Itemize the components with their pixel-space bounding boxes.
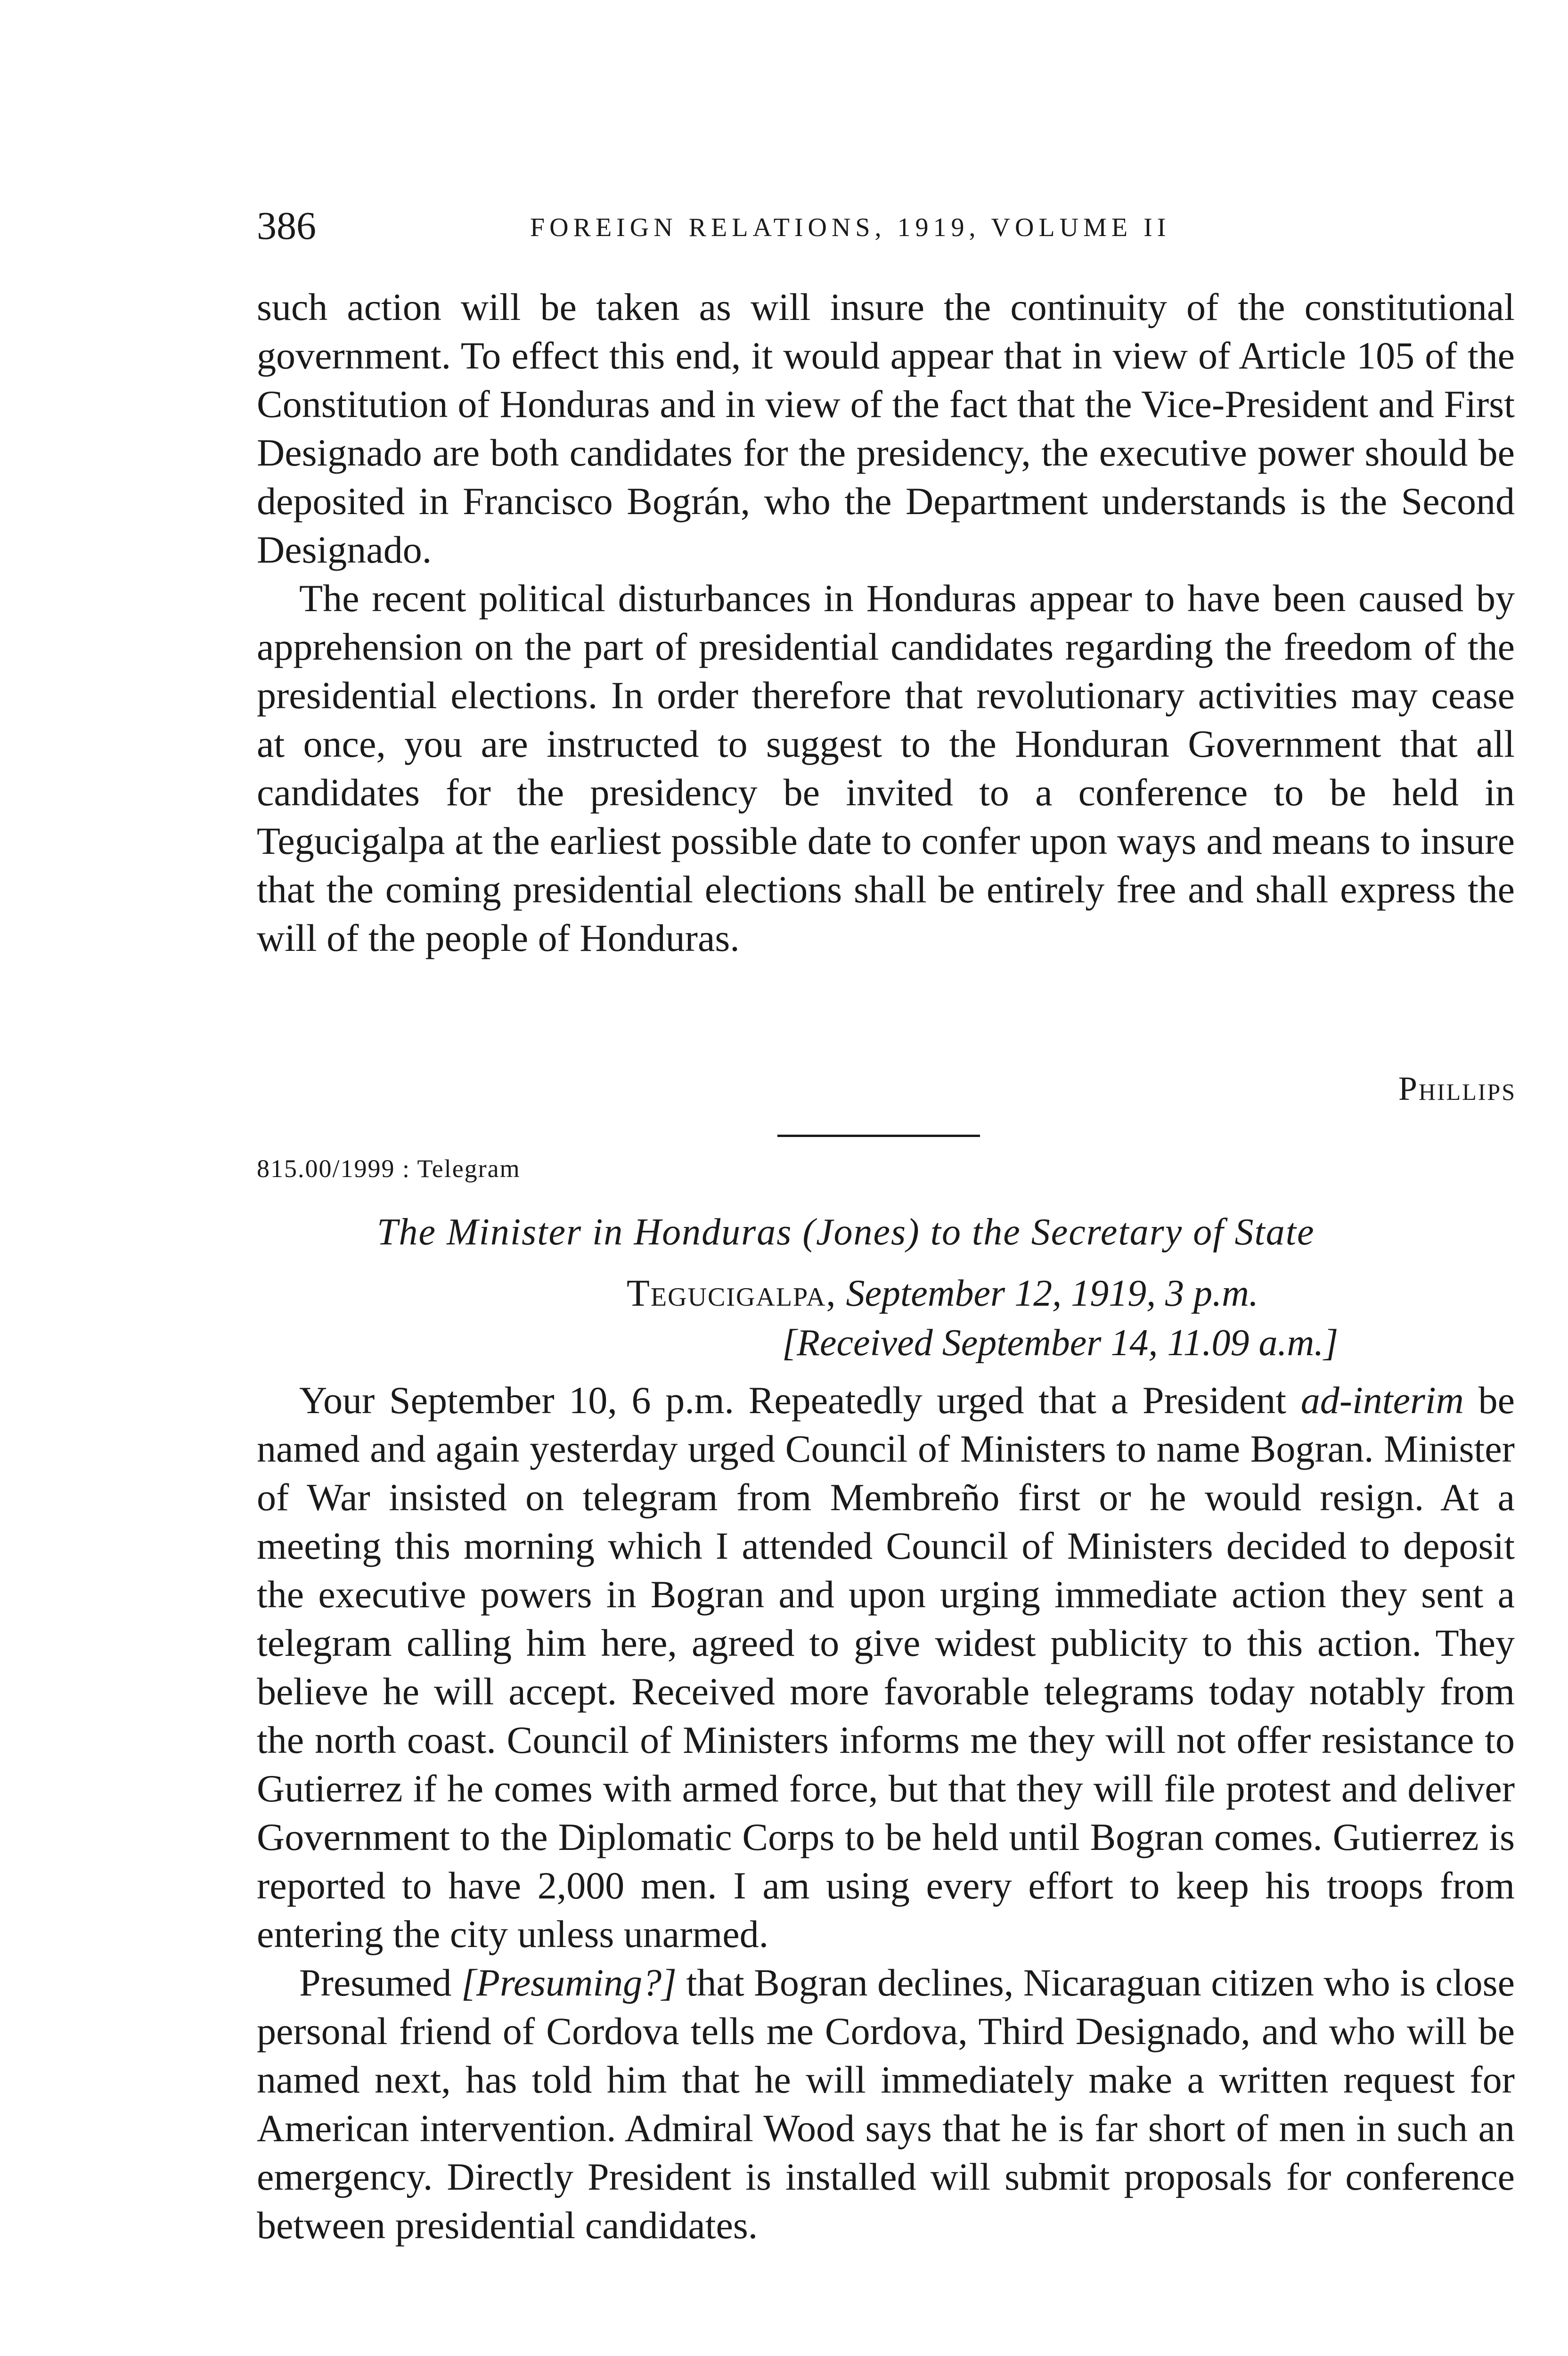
intervention-italic-term: [Presuming?] (461, 1961, 677, 2004)
paragraph-continuation: such action will be taken as will insure the continuity of the constitutional government. To effect this end, it would appear that in view of Article 105 of the Constitution of Honduras and in view of the fact that the Vice-President and First Designado are both candidates for the presidency, the executive power should be deposited in Francisco Bográn, who the Department understands is the Second Designado. (257, 286, 1515, 571)
signature-phillips: Phillips (1398, 1070, 1516, 1107)
report-text-start: Your September 10, 6 p.m. Repeatedly urged that a President (299, 1379, 1301, 1422)
dateline-date: September 12, 1919, 3 p.m. (846, 1273, 1258, 1314)
page-number: 386 (257, 204, 316, 248)
report-italic-term: ad-interim (1300, 1379, 1464, 1422)
telegram-body (257, 1376, 1515, 2250)
top-section (257, 283, 1515, 962)
file-reference: 815.00/1999 : Telegram (257, 1154, 521, 1183)
paragraph-disturbances: The recent political disturbances in Honduras appear to have been caused by apprehension on the part of presidential candidates regarding the freedom of the presidential elections. In order therefore that revolutionary activities may cease at once, you are instructed to suggest to the Honduran Government that all candidates for the presidency be invited to a conference to be held in Tegucigalpa at the earliest possible date to confer upon ways and means to insure that the coming presidential elections shall be entirely free and shall express the will of the people of Honduras. (257, 577, 1515, 959)
dateline-place: Tegucigalpa, (627, 1273, 837, 1314)
intervention-text-start: Presumed (299, 1961, 461, 2004)
dateline (627, 1270, 1258, 1317)
page-header (257, 203, 1501, 250)
intervention-text-rest: that Bogran declines, Nicaraguan citizen who is close personal friend of Cordova tells me Cordova, Third Designado, and who will be named next, has told him that he will immediately make a written request for American intervention. Admiral Wood says that he is far short of men in such an emergency. Directly President is installed will submit proposals for conference between presidential candidates. (257, 1961, 1515, 2247)
paragraph-report (257, 1376, 1515, 1958)
document-title: The Minister in Honduras (Jones) to the Secretary of State (377, 1211, 1315, 1253)
running-title: FOREIGN RELATIONS, 1919, VOLUME II (530, 213, 1171, 242)
paragraph-intervention (257, 1958, 1515, 2250)
received-note: [Received September 14, 11.09 a.m.] (782, 1322, 1339, 1364)
section-divider (777, 1135, 980, 1137)
report-text-rest: be named and again yesterday urged Council of Ministers to name Bogran. Minister of War insisted on telegram from Membreño first or he would resign. At a meeting this morning which I attended Council of Ministers decided to deposit the executive powers in Bogran and upon urging immediate action they sent a telegram calling him here, agreed to give widest publicity to this action. They believe he will accept. Received more favorable telegrams today notably from the north coast. Council of Ministers informs me they will not offer resistance to Gutierrez if he comes with armed force, but that they will file protest and deliver Government to the Diplomatic Corps to be held until Bogran comes. Gutierrez is reported to have 2,000 men. I am using every effort to keep his troops from entering the city unless unarmed. (257, 1379, 1515, 1955)
